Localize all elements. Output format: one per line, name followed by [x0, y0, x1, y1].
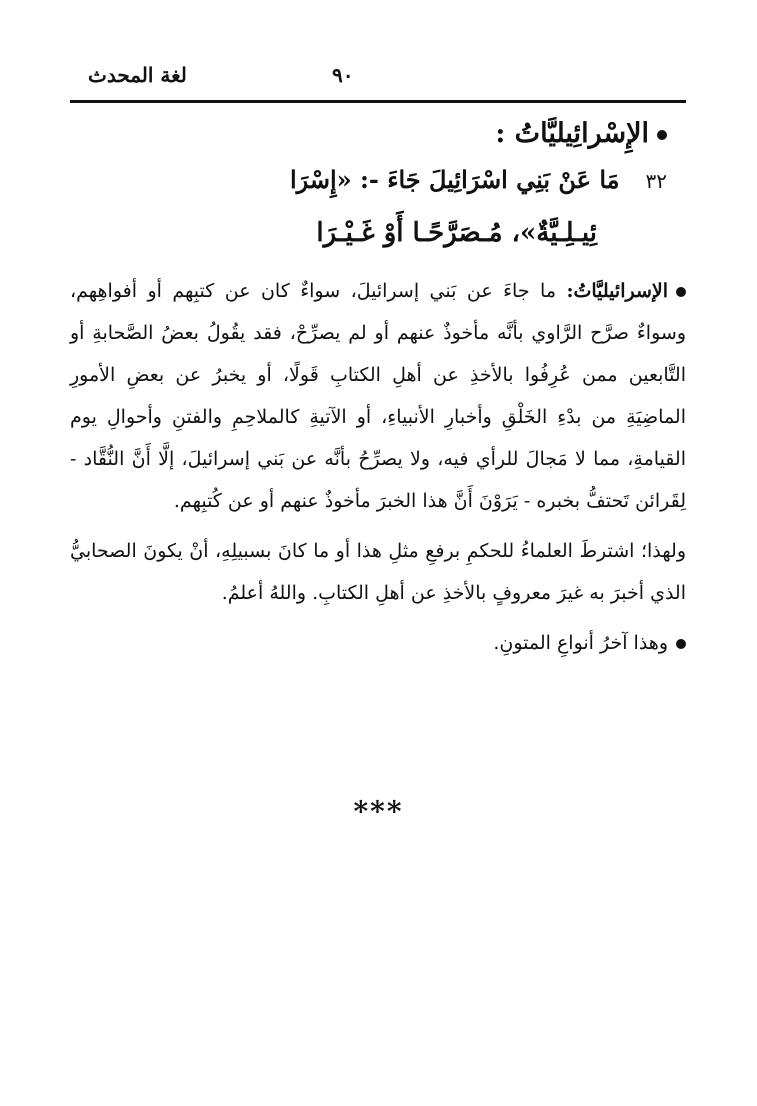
bullet-icon	[676, 287, 686, 297]
bullet-icon	[676, 639, 686, 649]
section-heading-text: الإِسْرائِيليَّاتُ :	[495, 118, 649, 149]
header-divider	[70, 100, 686, 103]
section-heading	[495, 118, 667, 149]
verse-line-1	[290, 165, 667, 194]
paragraph-definition	[70, 270, 686, 522]
section-separator: ***	[353, 795, 404, 828]
page-header	[70, 55, 686, 95]
paragraph-condition: ولهذا؛ اشترطَ العلماءُ للحكمِ برفعِ مثلِ هذا أو ما كانَ بسبيلِهِ، أنْ يكونَ الصحابيُّ الذي أخبرَ به غيرَ معروفٍ بالأخذِ عن أهلِ الكتابِ. واللهُ أعلمُ.	[70, 540, 686, 604]
paragraph-closing	[70, 622, 686, 664]
verse-line-2: ئِيـلِـيَّةٌ»، مُـصَرَّحًـا أَوْ غَـيْـرَا	[316, 218, 597, 248]
running-title: لغة المحدث	[88, 63, 187, 87]
verse-number: ٣٢	[645, 169, 667, 193]
bullet-icon	[657, 130, 667, 140]
defined-term: الإسرائيليَّاتُ:	[566, 280, 668, 302]
body-text	[70, 270, 686, 672]
definition-text: ما جاءَ عن بَني إسرائيلَ، سواءٌ كان عن كتبِهم أو أفواهِهم، وسواءٌ صرَّح الرَّاوي بأنَّه مأخوذٌ عنهم أو لم يصرِّحْ، فقد يقُولُ بعضُ الصَّحابةِ أو التَّابعين ممن عُرِفُوا بالأخذِ عن أهلِ الكتابِ قَولًا، أو يخبرُ عن بعضِ الأمورِ الماضِيَةِ من بدْءِ الخَلْقِ وأخبارِ الأنبياءِ، أو الآتيةِ كالملاحِمِ والفتنِ وأحوالِ يوم القيامةِ، مما لا مَجالَ للرأي فيه، ولا يصرِّحُ بأنَّه عن بَني إسرائيلَ، إلَّا أَنَّ النُّقَّاد - لِقَرائن تَحتفُّ بخبره - يَرَوْنَ أَنَّ هذا الخبرَ مأخوذٌ عنهم أو عن كُتبِهم.	[70, 280, 686, 512]
verse-line-1-text: مَا عَنْ بَنِي اسْرَائِيلَ جَاءَ -: «إِسْرَا	[289, 165, 620, 194]
page-number: ٩٠	[332, 63, 354, 87]
closing-text: وهذا آخرُ أنواعِ المتونِ.	[493, 632, 668, 654]
